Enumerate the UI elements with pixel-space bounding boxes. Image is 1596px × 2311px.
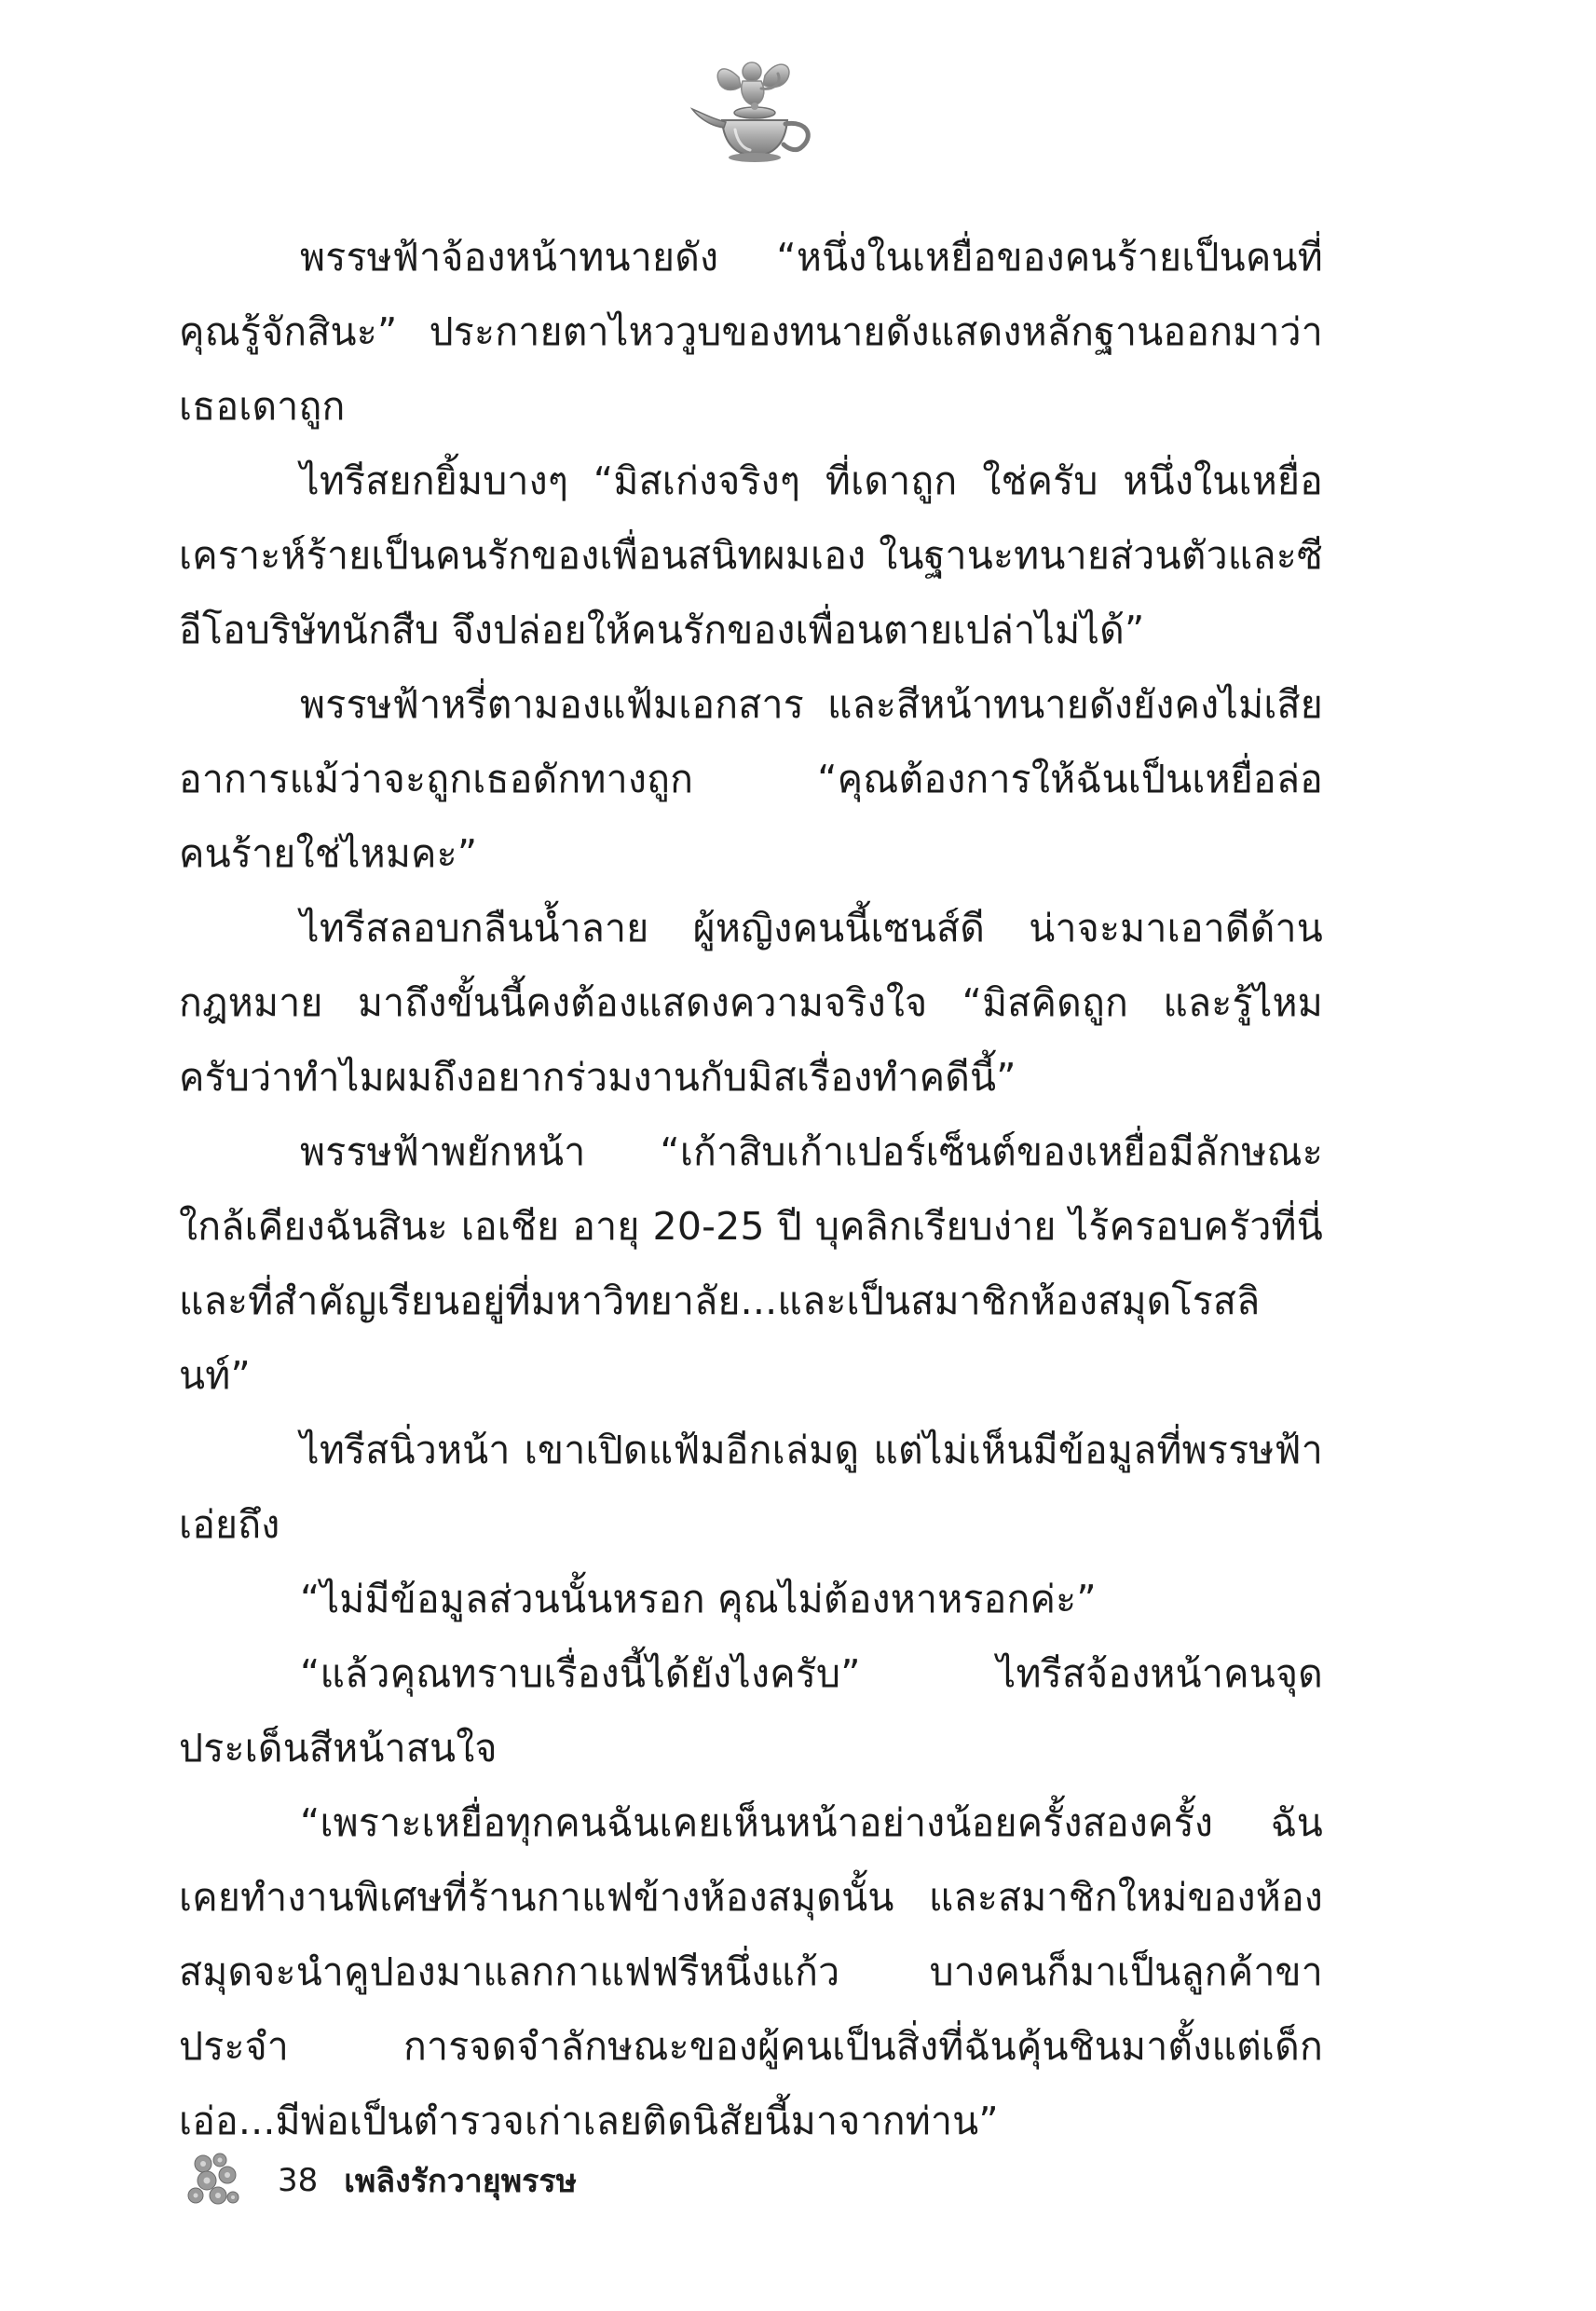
- cupid-teapot-ornament-icon: [685, 51, 825, 168]
- paragraph: พรรษฟ้าจ้องหน้าทนายดัง “หนึ่งในเหยื่อของคนร้ายเป็นคนที่คุณรู้จักสินะ” ประกายตาไหววูบของทนายดังแสดงหลักฐานออกมาว่าเธอเดาถูก: [179, 235, 1323, 429]
- paragraph: ไทรีสลอบกลืนน้ำลาย ผู้หญิงคนนี้เซนส์ดี น่าจะมาเอาดีด้านกฎหมาย มาถึงขั้นนี้คงต้องแสดงความจริงใจ “มิสคิดถูก และรู้ไหมครับว่าทำไมผมถึงอยากร่วมงานกับมิสเรื่องทำคดีนี้”: [179, 906, 1323, 1100]
- paragraph: ไทรีสยกยิ้มบางๆ “มิสเก่งจริงๆ ที่เดาถูก ใช่ครับ หนึ่งในเหยื่อเคราะห์ร้ายเป็นคนรักของเพื่อนสนิทผมเอง ในฐานะทนายส่วนตัวและซีอีโอบริษัทนักสืบ จึงปล่อยให้คนรักของเพื่อนตายเปล่าไม่ได้”: [179, 458, 1323, 652]
- flower-cluster-icon: [186, 2151, 242, 2210]
- paragraph: พรรษฟ้าพยักหน้า “เก้าสิบเก้าเปอร์เซ็นต์ของเหยื่อมีลักษณะใกล้เคียงฉันสินะ เอเชีย อายุ 20-25 ปี บุคลิกเรียบง่าย ไร้ครอบครัวที่นี่ และที่สำคัญเรียนอยู่ที่มหาวิทยาลัย...และเป็นสมาชิกห้องสมุดโรสลินท์”: [179, 1129, 1323, 1398]
- paragraph: “ไม่มีข้อมูลส่วนนั้นหรอก คุณไม่ต้องหาหรอกค่ะ”: [300, 1577, 1097, 1621]
- paragraph: “แล้วคุณทราบเรื่องนี้ได้ยังไงครับ” ไทรีสจ้องหน้าคนจุดประเด็นสีหน้าสนใจ: [179, 1651, 1323, 1771]
- paragraph: ไทรีสนิ่วหน้า เขาเปิดแฟ้มอีกเล่มดู แต่ไม่เห็นมีข้อมูลที่พรรษฟ้าเอ่ยถึง: [179, 1428, 1323, 1547]
- paragraph: พรรษฟ้าหรี่ตามองแฟ้มเอกสาร และสีหน้าทนายดังยังคงไม่เสียอาการแม้ว่าจะถูกเธอดักทางถูก “คุณต้องการให้ฉันเป็นเหยื่อล่อคนร้ายใช่ไหมคะ”: [179, 682, 1323, 876]
- page-footer: [186, 2148, 577, 2213]
- paragraph: “เพราะเหยื่อทุกคนฉันเคยเห็นหน้าอย่างน้อยครั้งสองครั้ง ฉันเคยทำงานพิเศษที่ร้านกาแฟข้างห้องสมุดนั้น และสมาชิกใหม่ของห้องสมุดจะนำคูปองมาแลกกาแฟฟรีหนึ่งแก้ว บางคนก็มาเป็นลูกค้าขาประจำ การจดจำลักษณะของผู้คนเป็นสิ่งที่ฉันคุ้นชินมาตั้งแต่เด็ก เอ่อ...มีพ่อเป็นตำรวจเก่าเลยติดนิสัยนี้มาจากท่าน”: [179, 1800, 1323, 2143]
- page-number: 38: [278, 2162, 319, 2199]
- chapter-body: [179, 220, 1323, 2158]
- book-title: เพลิงรักวายุพรรษ: [344, 2163, 578, 2200]
